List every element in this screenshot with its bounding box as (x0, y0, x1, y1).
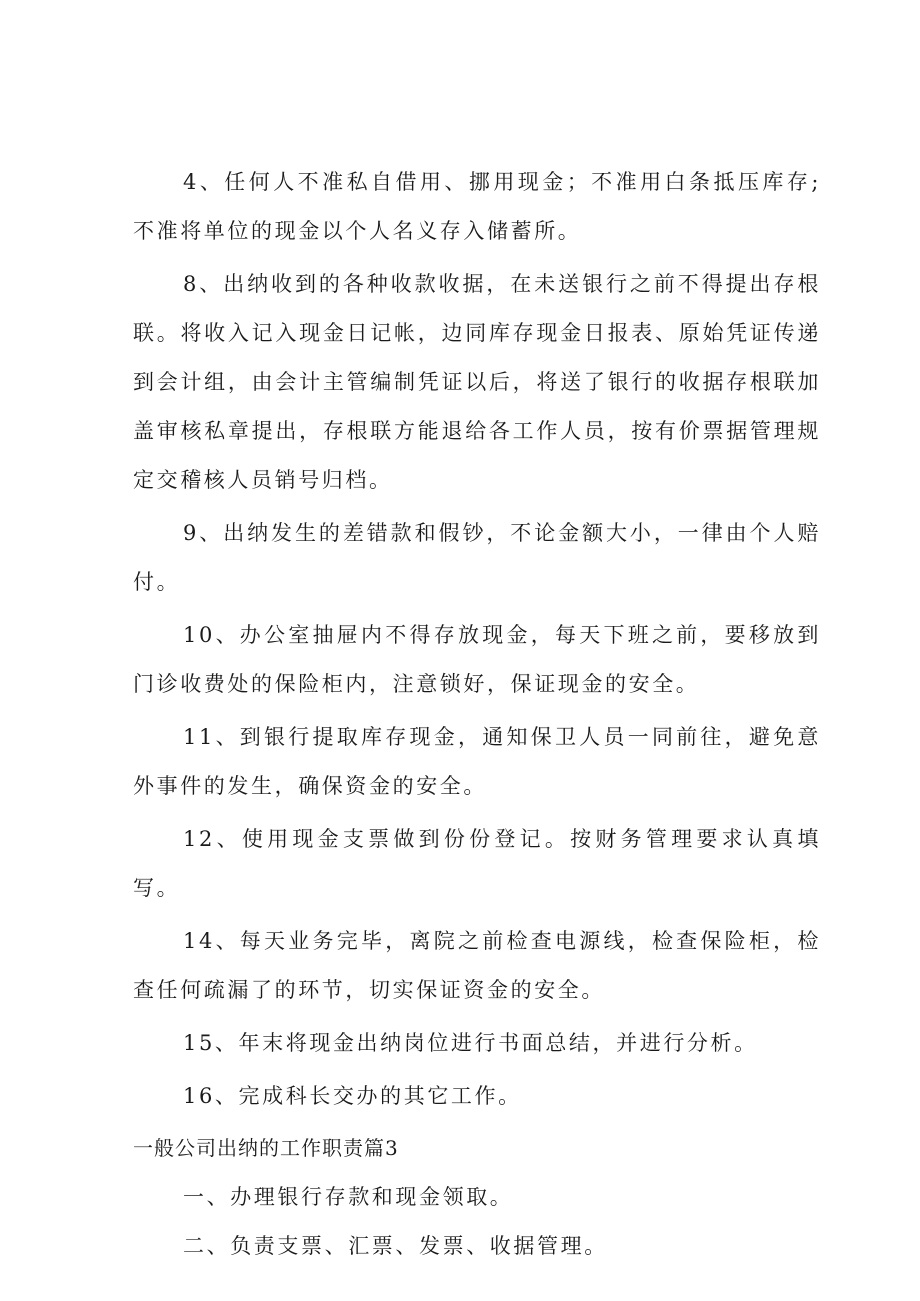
document-body (133, 158, 821, 1273)
paragraph-item-10: 10、办公室抽屉内不得存放现金，每天下班之前，要移放到门诊收费处的保险柜内，注意锁好，保证现金的安全。 (133, 623, 821, 696)
section-heading: 一般公司出纳的工作职责篇3 (133, 1136, 399, 1160)
paragraph-item-4: 4、任何人不准私自借用、挪用现金；不准用白条抵压库存;不准将单位的现金以个人名义存入储蓄所。 (133, 170, 821, 243)
sub-item-2: 二、负责支票、汇票、发票、收据管理。 (183, 1234, 608, 1258)
paragraph-item-11: 11、到银行提取库存现金，通知保卫人员一同前往，避免意外事件的发生，确保资金的安全。 (133, 725, 821, 798)
paragraph-item-16: 16、完成科长交办的其它工作。 (183, 1084, 522, 1108)
paragraph-item-14: 14、每天业务完毕，离院之前检查电源线，检查保险柜，检查任何疏漏了的环节，切实保证资金的安全。 (133, 929, 821, 1002)
sub-item-1: 一、办理银行存款和现金领取。 (183, 1185, 514, 1209)
paragraph-item-8: 8、出纳收到的各种收款收据，在未送银行之前不得提出存根联。将收入记入现金日记帐，边同库存现金日报表、原始凭证传递到会计组，由会计主管编制凭证以后，将送了银行的收据存根联加盖审核私章提出，存根联方能退给各工作人员，按有价票据管理规定交稽核人员销号归档。 (133, 272, 821, 492)
paragraph-item-12: 12、使用现金支票做到份份登记。按财务管理要求认真填写。 (133, 827, 821, 900)
paragraph-item-9: 9、出纳发生的差错款和假钞，不论金额大小，一律由个人赔付。 (133, 521, 821, 594)
paragraph-item-15: 15、年末将现金出纳岗位进行书面总结，并进行分析。 (183, 1031, 758, 1055)
